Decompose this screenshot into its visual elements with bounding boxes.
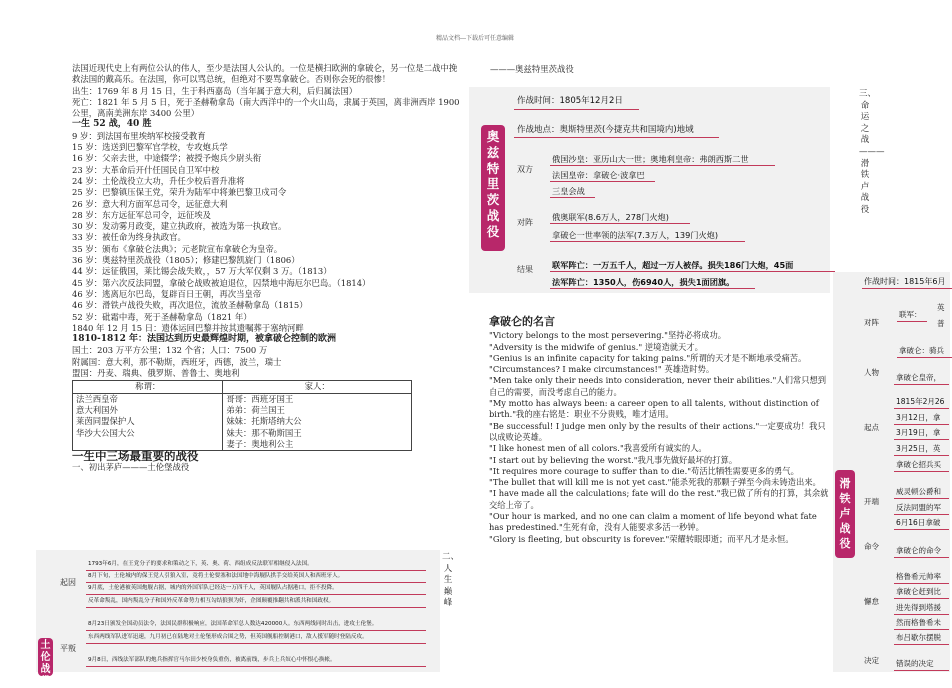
waterloo-branch-error: 懈怠 (864, 597, 879, 606)
timeline-item: 30 岁：发动雾月政变，建立执政府，被选为第一执政官。 (72, 221, 287, 232)
timeline-item: 46 岁：滑铁卢战役失败，再次退位，流放圣赫勒拿岛（1815） (72, 300, 308, 311)
waterloo-branch-people: 人物 (864, 368, 879, 377)
austerlitz-side: 三皇会战 (552, 186, 585, 196)
toulon-row: 反革命叛乱，国内叛乱分子和国外反革命势力相互勾结狼狈为奸，企图颠覆推翻共和派共和国政权。 (88, 598, 335, 604)
quote-line: "Be successful! I judge men only by the results of their actions."一定要成功！我只以成败论英雄。 (489, 420, 826, 442)
austerlitz-result: 联军阵亡：一万五千人，超过一万人被俘。损失186门大炮，45面 (552, 260, 794, 270)
toulon-mindmap (36, 550, 440, 687)
austerlitz-side: 法国皇帝：拿破仑·波拿巴 (552, 170, 645, 180)
quote-line: "Genius is an infinite capacity for taking pains."所谓的天才是不断地承受痛苦。 (489, 352, 807, 363)
toulon-branch-cause: 起因 (60, 578, 76, 587)
battles-section-title: 一生中三场最重要的战役 (72, 449, 199, 464)
toulon-row: 9月底，土伦港被英国炮舰占据，城内的外国军队已经达一万四千人，英国舰队占据港口，拒不投降。 (88, 585, 338, 591)
timeline-item: 28 岁：东方远征军总司令，远征埃及 (72, 209, 211, 220)
austerlitz-branch-sides: 双方 (517, 165, 533, 174)
waterloo-start: 1815年2月26 (896, 397, 945, 406)
toulon-branch-suppress: 平叛 (60, 644, 76, 653)
waterloo-error: 拿破仑赶到比 (896, 587, 941, 596)
title-entry: 法兰西皇帝 (76, 393, 118, 404)
waterloo-root-label: 滑铁卢战役 (839, 477, 851, 550)
austerlitz-place: 作战地点：奥斯特里茨(今捷克共和国境内)地域 (517, 125, 694, 135)
waterloo-start: 3月19日，拿 (896, 428, 941, 437)
quote-line: "My motto has always been: a career open to all talents, without distinction of birth."我的座右铭是：职业不分贵贱，唯才适用。 (489, 398, 819, 420)
empire-line: 国土：203 万平方公里；132 个省；人口：7500 万 (72, 345, 268, 356)
timeline-item: 25 岁：巴黎镇压保王党，荣升为陆军中将兼巴黎卫戍司令 (72, 187, 287, 198)
family-cell (223, 393, 412, 450)
quote-line: "Our hour is marked, and no one can claim a moment of life beyond what fate has predestined."生死有命，没有人能要求多活一秒钟。 (489, 511, 817, 533)
austerlitz-time: 作战时间：1805年12月2日 (517, 96, 623, 106)
austerlitz-label: ———奥兹特里茨战役 (490, 64, 574, 74)
timeline-item: 44 岁：远征俄国，莱比锡会战失败，，57 万大军仅剩 3 万。（1813） (72, 266, 332, 277)
timeline-item: 26 岁：意大利方面军总司令，远征意大利 (72, 198, 228, 209)
waterloo-branch-start: 起点 (864, 423, 879, 432)
austerlitz-branch-result: 结果 (517, 265, 533, 274)
death-line: 死亡：1821 年 5 月 5 日，死于圣赫勒拿岛（南大西洋中的一个火山岛，隶属于英国，离非洲西岸 1900 公里，离南美洲东岸 3400 公里） (72, 96, 460, 119)
waterloo-error: 进先得到塔援 (896, 603, 941, 612)
timeline-item: 33 岁：被任命为终身执政官。 (72, 232, 186, 243)
family-entry: 妹夫：那不勒斯国王 (226, 427, 302, 438)
timeline-item: 23 岁：大革命后开什任国民自卫军中校 (72, 164, 220, 175)
birth-line: 出生：1769 年 8 月 15 日，生于科西嘉岛（当年属于意大利，后归属法国） (72, 85, 358, 96)
waterloo-branch-open: 开端 (864, 497, 879, 506)
timeline-item: 9 岁：到法国布里埃纳军校接受教育 (72, 130, 206, 141)
family-entry: 哥哥：西班牙国王 (226, 393, 294, 404)
waterloo-decide: 错误的决定 (896, 659, 934, 668)
waterloo-branch-oppose: 对阵 (864, 318, 879, 327)
family-entry: 弟弟：荷兰国王 (226, 404, 285, 415)
title-entry: 意大利国外 (76, 404, 118, 415)
timeline-item: 46 岁：逃离厄尔巴岛，复辟百日王朝，再次当皇帝 (72, 288, 262, 299)
table-header-family: 家人： (223, 381, 412, 393)
waterloo-open: 6月16日拿破 (896, 518, 941, 527)
empire-heading: 1810-1812 年：法国达到历史最辉煌时期，被拿破仑控制的欧洲 (72, 334, 336, 345)
timeline-item: 36 岁：奥兹特里茨战役（1805）；修建巴黎凯旋门（1806） (72, 255, 300, 266)
waterloo-branch-decide: 决定 (864, 656, 879, 665)
timeline-item: 15 岁：选送到巴黎军官学校，专攻炮兵学 (72, 142, 228, 153)
quotes-list (489, 330, 829, 545)
quotes-section (489, 316, 829, 545)
waterloo-open: 反法同盟的军 (896, 503, 941, 512)
timeline-item: 24 岁：土伦战役立大功，升任少校后晋升准将 (72, 175, 245, 186)
quote-line: "Adversity is the midwife of genius." 逆境造就天才。 (489, 341, 703, 352)
waterloo-oppose: 拿破仑：骑兵 (899, 346, 944, 355)
quote-line: "Victory belongs to the most persevering."坚持必将成功。 (489, 330, 727, 341)
toulon-root-label: 土伦战役 (40, 640, 51, 687)
toulon-row: 东西两线军队进军迅速，九月初已在陆地对土伦堡形成合围之势，但英国舰船控制港口，敌人援军随时登陆反攻。 (88, 634, 368, 640)
timeline (72, 131, 462, 334)
empire-line: 附属国：意大利，那不勒斯，西班牙，西德，波兰，瑞士 (72, 356, 282, 367)
family-entry: 妹妹：托斯塔纳大公 (226, 416, 302, 427)
waterloo-start: 拿破仑招兵买 (896, 460, 941, 469)
timeline-item: 45 岁：第六次反法同盟，拿破仑战败被迫退位，囚禁地中海厄尔巴岛。（1814） (72, 277, 371, 288)
battle-one-title: 一、初出茅庐———土伦堡战役 (72, 462, 190, 473)
waterloo-oppose: 英 (937, 303, 945, 312)
left-column (72, 63, 462, 474)
austerlitz-root-label: 奥兹特里茨战役 (486, 129, 500, 239)
quote-line: "I like honest men of all colors."我喜爱所有诚实的人。 (489, 443, 707, 454)
titles-cell (73, 393, 223, 450)
toulon-row: 9月8日，西线法军部队的炮兵指挥官马尔田少校身负重伤，被离前线，步兵上兵奴心中怀恨心换帐。 (88, 657, 336, 663)
family-entry: 妻子：奥地利公主 (226, 438, 294, 449)
waterloo-people: 拿破仑皇帝， (896, 373, 941, 382)
page-header: 精品文档---下载后可任意编辑 (435, 35, 515, 42)
waterloo-root (835, 470, 855, 558)
waterloo-mindmap (833, 272, 950, 672)
quote-line: "Circumstances? I make circumstances!" 英雄造时势。 (489, 364, 715, 375)
quote-line: "The bullet that will kill me is not yet cast."能杀死我的那颗子弹至今尚未铸造出来。 (489, 477, 821, 488)
side-heading-two: 二、人生巅峰 (442, 552, 460, 609)
battles-heading: 一生 52 战，40 胜 (72, 119, 152, 130)
title-entry: 华沙大公国大公 (76, 427, 135, 438)
timeline-item: 52 岁：砒霜中毒，死于圣赫勒拿岛（1821 年） (72, 311, 252, 322)
toulon-row: 8月下旬，土伦城内的保王党人引狼入室，竟将土伦要塞和法国地中海舰队拱手交给英国人和西班牙人。 (88, 573, 344, 579)
austerlitz-branch-oppose: 对阵 (517, 218, 533, 227)
waterloo-oppose: 普 (937, 319, 945, 328)
quote-line: "I start out by believing the worst."我凡事先做好最坏的打算。 (489, 454, 738, 465)
toulon-row: 1793年6月，在王党分子的要求和策动之下，英、奥、荷、西组成反法联军相继侵入法国。 (88, 561, 313, 567)
austerlitz-result: 法军阵亡：1350人，伤6940人，损失1面团旗。 (552, 277, 735, 287)
empire-lines (72, 345, 462, 379)
toulon-row: 8月23日颁发全国动员法令，法国民群积极响应，法国革命军总人数达420000人。东西两线同时出击，进攻土伦堡。 (88, 621, 378, 627)
toulon-root (38, 638, 53, 687)
intro-paragraph: 法国近现代史上有两位公认的伟人，至少是法国人公认的。一位是横扫欧洲的拿破仑，另一位是二战中挽救法国的戴高乐。在法国，你可以骂总统，但绝对不要骂拿破仑。否则你会死的很惨！ (72, 63, 458, 85)
waterloo-error: 然而格鲁希未 (896, 618, 941, 627)
waterloo-branch-order: 命令 (864, 542, 879, 551)
waterloo-order: 拿破仑的命令 (896, 546, 941, 555)
waterloo-error: 布吕歇尔摆脱 (896, 633, 941, 642)
austerlitz-oppose: 拿破仑一世率领的法军(7.3万人，139门火炮) (552, 230, 719, 240)
quote-line: "Glory is fleeting, but obscurity is forever."荣耀转眼即逝；而平凡才是永恒。 (489, 533, 794, 544)
waterloo-open: 威灵顿公爵和 (896, 487, 941, 496)
empire-line: 盟国：丹麦、瑞典、俄罗斯、普鲁士、奥地利 (72, 368, 240, 379)
waterloo-oppose: 联军： (899, 310, 922, 319)
austerlitz-root (481, 125, 505, 251)
quote-line: "It requires more courage to suffer than to die."苟活比牺牲需要更多的勇气。 (489, 465, 799, 476)
quotes-title: 拿破仑的名言 (489, 315, 555, 328)
austerlitz-oppose: 俄奥联军(8.6万人，278门火炮) (552, 212, 669, 222)
title-entry: 莱茵同盟保护人 (76, 416, 135, 427)
quote-line: "Men take only their needs into consideration, never their abilities."人们常只想到自己的需要，而没考虑自己的能力。 (489, 375, 827, 397)
timeline-item: 16 岁：父亲去世，中途辍学；被授予炮兵少尉头衔 (72, 153, 262, 164)
austerlitz-mindmap (469, 87, 830, 293)
side-heading-three: 三、命运之战———滑铁卢战役 (859, 89, 885, 215)
waterloo-start: 3月12日，拿 (896, 413, 941, 422)
timeline-item: 1840 年 12 月 15 日：遗体运回巴黎并按其遗嘱葬于塞纳河畔 (72, 322, 304, 333)
table-header-titles: 称谓： (73, 381, 223, 393)
waterloo-error: 格鲁希元帅率 (896, 572, 941, 581)
titles-family-table (72, 380, 412, 451)
timeline-item: 35 岁：颁布《拿破仑法典》；元老院宣布拿破仑为皇帝。 (72, 243, 283, 254)
austerlitz-side: 俄国沙皇：亚历山大一世；奥地利皇帝：弗朗西斯二世 (552, 154, 749, 164)
quote-line: "I have made all the calculations; fate will do the rest."我已做了所有的打算，其余就交给上帝了。 (489, 488, 829, 510)
waterloo-time: 作战时间：1815年6月 (864, 277, 946, 286)
waterloo-start: 3月25日，英 (896, 444, 941, 453)
